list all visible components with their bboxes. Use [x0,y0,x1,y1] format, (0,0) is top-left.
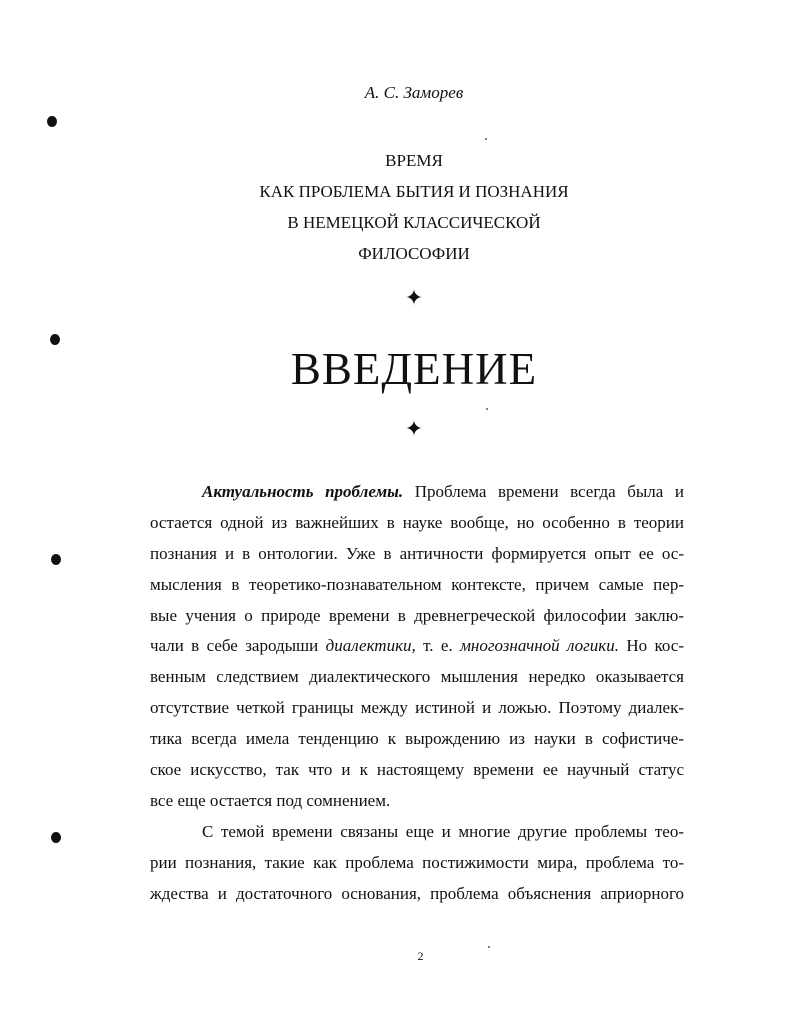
emphasis: диалектики, [325,636,416,656]
speck [485,138,487,140]
lead-phrase: Актуальность проблемы. [202,482,404,501]
punch-mark-1 [47,116,57,127]
title-line: В НЕМЕЦКОЙ КЛАССИЧЕСКОЙ [287,213,541,232]
ornament-star-icon: ✦ [404,285,424,310]
text-line: Актуальность проблемы. Проблема времени всегда была и [202,482,684,501]
body-text [150,477,684,909]
text-line: мысления в теоретико-познавательном контексте, причем самые пер- [150,574,684,594]
text-line: все еще остается под сомнением. [150,790,391,810]
title-line: ВРЕМЯ [385,151,443,170]
text-line: рии познания, такие как проблема постижимости мира, проблема то- [150,852,684,872]
text-line: ское искусство, так что и к настоящему времени ее научный статус [150,760,684,780]
text-line: тика всегда имела тенденцию к вырождению из науки в софистиче- [150,729,684,749]
text-line: отсутствие четкой границы между истиной и ложью. Поэтому диалек- [150,698,684,718]
page-number: 2 [417,949,424,963]
speck [486,408,488,410]
punch-mark-3 [51,554,61,565]
speck [488,946,490,948]
book-title [0,145,791,269]
text-line: ждества и достаточного основания, проблема объяснения априорного [150,883,684,903]
title-line: ФИЛОСОФИИ [358,244,470,263]
author-name: А. С. Заморев [364,83,464,102]
chapter-heading: ВВЕДЕНИЕ [290,344,538,394]
title-line: КАК ПРОБЛЕМА БЫТИЯ И ПОЗНАНИЯ [259,182,569,201]
text-line: С темой времени связаны еще и многие другие проблемы тео- [202,821,684,841]
text-line: чали в себе зародыши диалектики, т. е. многозначной логики. Но кос- [150,636,684,656]
emphasis: многозначной логики. [460,636,619,656]
text-line: познания и в онтологии. Уже в античности формируется опыт ее ос- [150,543,684,563]
text-line: венным следствием диалектического мышления нередко оказывается [150,667,684,687]
text-line: вые учения о природе времени в древнегреческой философии заклю- [150,605,684,625]
ornament-star-icon: ✦ [404,416,424,441]
text-line: остается одной из важнейших в науке вообще, но особенно в теории [150,512,684,532]
punch-mark-4 [51,832,61,843]
